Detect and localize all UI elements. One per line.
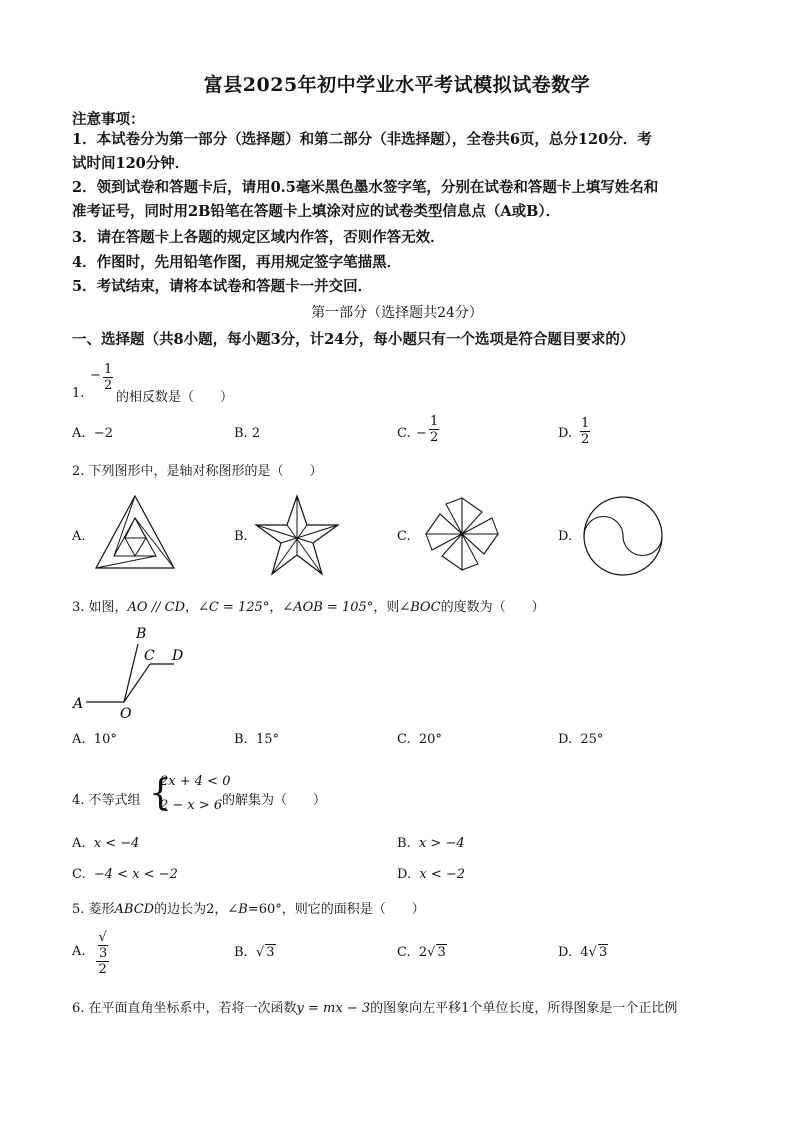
option-b[interactable]: B. √ 3 <box>234 945 275 960</box>
option-c[interactable]: C. <box>397 529 411 544</box>
part1-title: 第一部分（选择题共24分） <box>311 305 483 321</box>
brace: { <box>149 773 172 814</box>
option-c[interactable]: C. 2√ 3 <box>397 945 446 960</box>
section-choice-heading: 一、选择题（共8小题，每小题3分，计24分，每小题只有一个选项是符合题目要求的） <box>72 331 635 348</box>
question-2: 2. 下列图形中，是轴对称图形的是（ ） <box>72 464 323 479</box>
option-b[interactable]: B. 2 <box>234 426 261 441</box>
note-line: 2．领到试卷和答题卡后，请用0.5毫米黑色墨水签字笔，分别在试卷和答题卡上填写姓名和 <box>72 179 659 196</box>
option-b[interactable]: B. x > −4 <box>397 836 465 851</box>
question-number: 1. <box>72 386 85 401</box>
notes-heading: 注意事项： <box>72 111 145 128</box>
exam-title: 富县2025年初中学业水平考试模拟试卷数学 <box>203 74 591 96</box>
triangle-figure <box>92 492 178 572</box>
label-b: B <box>136 626 147 642</box>
label-o: O <box>120 706 132 722</box>
frac-sign: − <box>90 368 101 383</box>
question-6: 6. 在平面直角坐标系中，若将一次函数y = mx − 3的图象向左平移1个单位长度，所得图象是一个正比例 <box>72 1001 678 1016</box>
option-a[interactable]: A. 10° <box>72 732 117 747</box>
question-3: 3. 如图，AO // CD，∠C = 125°，∠AOB = 105°，则∠BOC的度数为（ ） <box>72 600 545 615</box>
label-c: C <box>144 648 155 664</box>
inequality-line-2: 2 − x > 6 <box>160 798 223 813</box>
yin-yang-figure <box>578 494 668 578</box>
option-b[interactable]: B. <box>234 529 248 544</box>
label-a: A <box>73 696 84 712</box>
question-text: 的相反数是（ ） <box>116 390 234 405</box>
fraction: $\frac{1}{2}$ <box>104 362 113 393</box>
option-d[interactable]: D. <box>558 529 573 544</box>
option-c[interactable]: C. 20° <box>397 732 442 747</box>
note-line: 准考证号，同时用2B铅笔在答题卡上填涂对应的试卷类型信息点（A或B）． <box>72 203 561 220</box>
inequality-line-1: 2x + 4 < 0 <box>160 774 231 789</box>
note-line: 试时间120分钟． <box>72 155 190 172</box>
option-d[interactable]: D. x < −2 <box>397 867 466 882</box>
note-line: 5．考试结束，请将本试卷和答题卡一并交回． <box>72 278 373 295</box>
fraction: $\frac{1}{2}$ <box>581 416 590 447</box>
note-line: 1．本试卷分为第一部分（选择题）和第二部分（非选择题），全卷共6页，总分120分．考 <box>72 131 652 148</box>
fraction: $\frac{√3}{2}$ <box>96 930 109 977</box>
option-d[interactable]: D. 4√ 3 <box>558 945 608 960</box>
note-line: 3．请在答题卡上各题的规定区域内作答，否则作答无效． <box>72 229 445 246</box>
angle-figure <box>68 622 198 722</box>
fraction: $\frac{1}{2}$ <box>430 414 439 445</box>
pinwheel-figure <box>416 492 508 576</box>
option-a[interactable]: A. −2 <box>72 426 113 441</box>
star-figure <box>250 492 344 580</box>
exam-page: 富县2025年初中学业水平考试模拟试卷数学 注意事项： 1．本试卷分为第一部分（选择题）和第二部分（非选择题），全卷共6页，总分120分．考 试时间120分钟． 2．领到试卷和答题卡后，请用0.5毫米黑色墨水签字笔，分别在试卷和答题卡上填写姓名和 准考证号，同时用2B铅笔在答题卡上填涂对应的试卷类型信息点（A或B）． 3．请在答题卡上各题的规定区域内作答，否则作答无效． 4．作图时，先用铅笔作图，再用规定签字笔描黑． 5．考试结束，请将本试卷和答题卡一并交回． 第一部分（选择题共24分） 一、选择题（共8小题，每小题3分，计24分，每小题只有一个选项是符合题目要求的） 1. − $\frac{1}{2}$ 的相反数是（ ） A. −2 B. 2 C. − $\frac{1}{2}$ D. $\frac{1}{2}$ 2. 下列图形中，是轴对称图形的是（ ） A. B. C. D. 3. 如图，AO // CD，∠C = 125°，∠AOB = 105°，则∠BOC的度数为（ ） A B C D O A. 10° B. 15° C. 20° D. 25° 4. 不等式组 { 2x + 4 < 0 2 − x > 6 的解集为（ ） A. x < −4 B. x > −4 C. −4 < x < −2 D. x < −2 5. 菱形ABCD的边长为2，∠B=60°，则它的面积是（ ） A. $\frac{√3}{2}$ B. √ 3 C. 2√ 3 D. 4√ 3 6. 在平面直角坐标系中，若将一次函数y = mx − 3的图象向左平移1个单位长度，所得图象是一个正比例 <box>0 0 794 1123</box>
option-c[interactable]: C. −4 < x < −2 <box>72 867 178 882</box>
note-line: 4．作图时，先用铅笔作图，再用规定签字笔描黑． <box>72 254 402 271</box>
question-5: 5. 菱形ABCD的边长为2，∠B=60°，则它的面积是（ ） <box>72 902 425 917</box>
option-a[interactable]: A. x < −4 <box>72 836 140 851</box>
label-d: D <box>172 648 184 664</box>
option-b[interactable]: B. 15° <box>234 732 279 747</box>
option-d[interactable]: D. 25° <box>558 732 604 747</box>
option-a[interactable]: A. <box>72 529 86 544</box>
